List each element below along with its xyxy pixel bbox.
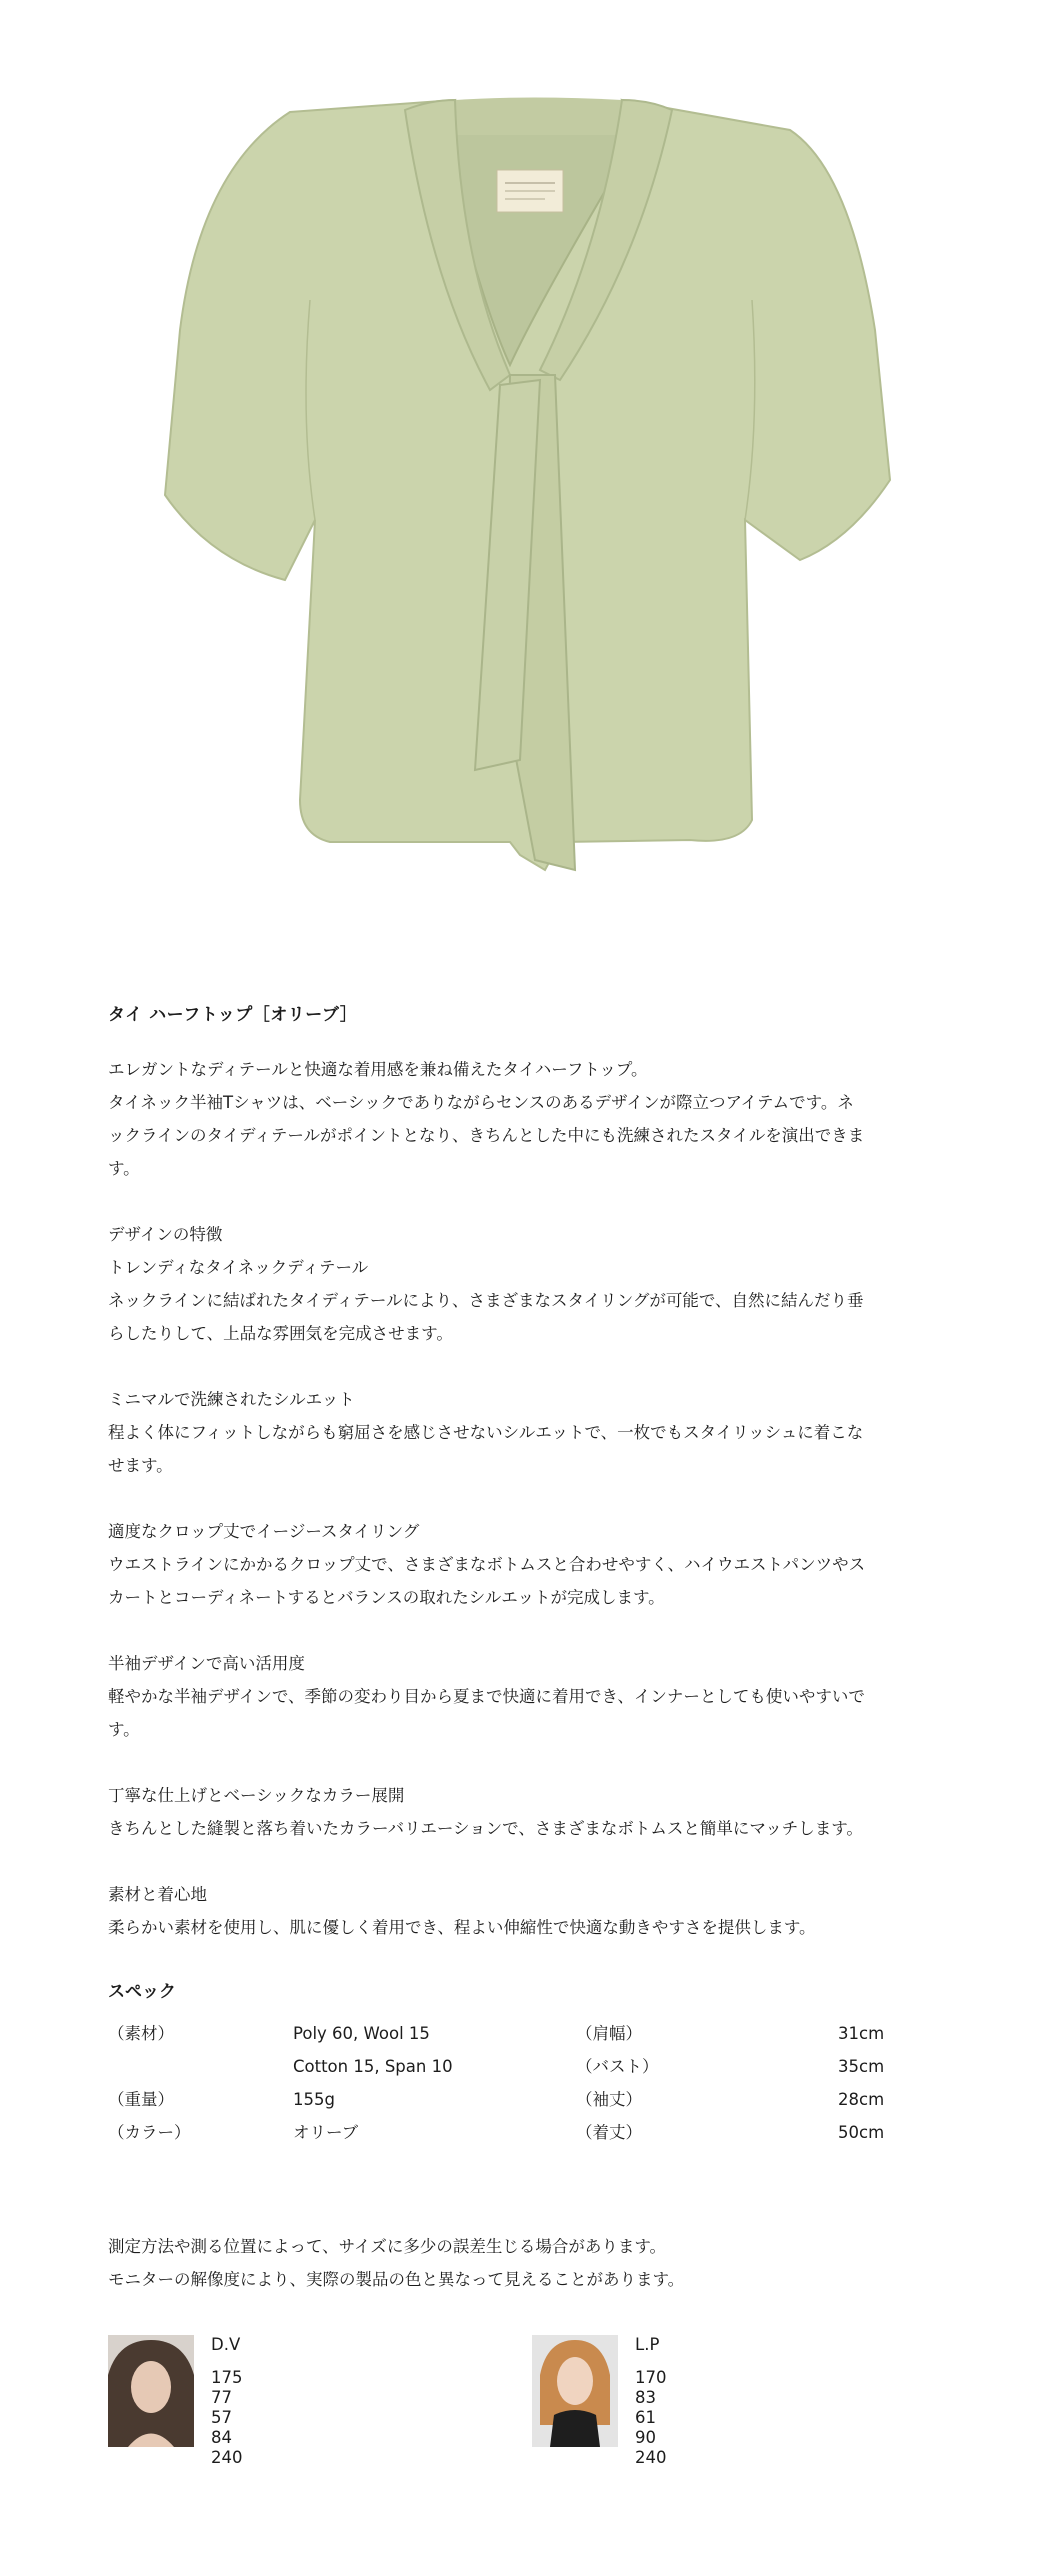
intro-line: す。 [108,1159,140,1178]
feature-line: きちんとした縫製と落ち着いたカラーバリエーションで、さまざまなボトムスと簡単にマッチします。 [108,1819,863,1838]
feature-line: 軽やかな半袖デザインで、季節の変わり目から夏まで快適に着用でき、インナーとしても使いやすいで [108,1687,865,1706]
feature-section [108,1383,958,1482]
spec-sleeve-value: 28cm [838,2090,885,2109]
intro-line: ックラインのタイディテールがポイントとなり、きちんとした中にも洗練されたスタイルを演出できま [108,1126,865,1145]
feature-section [108,1779,958,1845]
intro-line: タイネック半袖Tシャツは、ベーシックでありながらセンスのあるデザインが際立つアイテムです。ネ [108,1093,854,1112]
feature-section [108,1218,958,1350]
feature-line: す。 [108,1720,140,1739]
model-photo [108,2335,194,2447]
feature-heading: 素材と着心地 [108,1885,207,1904]
spec-weight-value: 155g [293,2090,335,2109]
feature-heading: デザインの特徴 [108,1225,223,1244]
model-size: 175 77 57 84 240 [211,2368,243,2467]
model-size: 170 83 61 90 240 [635,2368,667,2467]
spec-shoulder-value: 31cm [838,2024,885,2043]
feature-heading: ミニマルで洗練されたシルエット [108,1390,355,1409]
feature-line: ウエストラインにかかるクロップ丈で、さまざまなボトムスと合わせやすく、ハイウエストパンツやス [108,1555,866,1574]
product-title: タイ ハーフトップ［オリーブ］ [108,1005,358,1025]
feature-line: 程よく体にフィットしながらも窮屈さを感じさせないシルエットで、一枚でもスタイリッシュに着こな [108,1423,864,1442]
disclaimer-notes [108,2230,684,2296]
model-name: D.V [211,2335,241,2354]
feature-line: 柔らかい素材を使用し、肌に優しく着用でき、程よい伸縮性で快適な動きやすさを提供します。 [108,1918,816,1937]
spec-weight-label: （重量） [108,2090,174,2109]
feature-heading: 適度なクロップ丈でイージースタイリング [108,1522,420,1541]
spec-color-label: （カラー） [108,2123,191,2142]
product-image [0,0,1061,900]
feature-line: カートとコーディネートするとバランスの取れたシルエットが完成します。 [108,1588,665,1607]
spec-material-label: （素材） [108,2024,174,2043]
feature-line: トレンディなタイネックディテール [108,1258,369,1277]
model-photo [532,2335,618,2447]
spec-bust-value: 35cm [838,2057,885,2076]
product-description [108,1000,958,2164]
feature-heading: 丁寧な仕上げとベーシックなカラー展開 [108,1786,405,1805]
feature-line: ネックラインに結ばれたタイディテールにより、さまざまなスタイリングが可能で、自然に結んだり垂 [108,1291,864,1310]
note-line: モニターの解像度により、実際の製品の色と異なって見えることがあります。 [108,2270,685,2289]
spec-length-label: （着丈） [576,2123,642,2142]
spec-table [108,2024,958,2164]
spec-title: スペック [108,1982,176,2002]
spec-length-value: 50cm [838,2123,885,2142]
intro-text [108,1053,958,1185]
spec-sleeve-label: （袖丈） [576,2090,642,2109]
feature-section [108,1515,958,1614]
feature-heading: 半袖デザインで高い活用度 [108,1654,305,1673]
spec-color-value: オリーブ [293,2123,359,2142]
note-line: 測定方法や測る位置によって、サイズに多少の誤差生じる場合があります。 [108,2237,667,2256]
feature-section [108,1878,958,1944]
feature-section [108,1647,958,1746]
spec-shoulder-label: （肩幅） [576,2024,642,2043]
model-name: L.P [635,2335,660,2354]
intro-line: エレガントなディテールと快適な着用感を兼ね備えたタイハーフトップ。 [108,1060,648,1079]
spec-bust-label: （バスト） [576,2057,659,2076]
spec-material-value: Poly 60, Wool 15 [293,2024,430,2043]
feature-line: らしたりして、上品な雰囲気を完成させます。 [108,1324,453,1343]
feature-line: せます。 [108,1456,173,1475]
spec-material-value: Cotton 15, Span 10 [293,2057,453,2076]
